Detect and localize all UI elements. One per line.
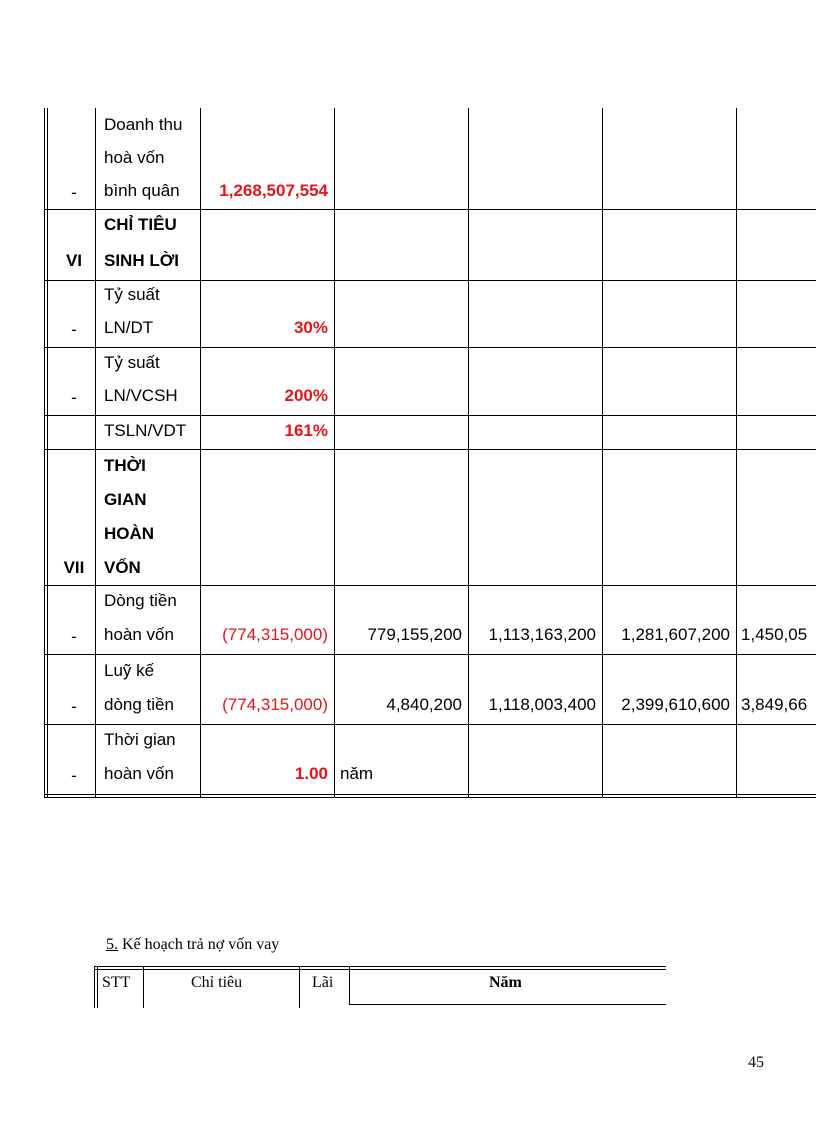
row-marker: - [71,697,77,716]
section-heading: VỐN [104,558,141,577]
year-value: 3,849,66 [741,695,808,714]
year-value: 1,113,163,200 [488,625,596,644]
section-number: VII [63,558,85,577]
unit-label: năm [340,764,374,783]
row-marker: - [71,766,77,785]
row-value: (774,315,000) [222,625,328,644]
section-heading: HOÀN [104,524,155,543]
row-label: Tỷ suất [104,353,160,372]
year-value: 1,450,05 [741,625,808,644]
year-value: 1,118,003,400 [488,695,596,714]
row-label: hoàn vốn [104,764,174,783]
year-value: 4,840,200 [386,695,462,714]
row-value: 30% [293,318,328,337]
row-label: LN/VCSH [104,386,178,405]
col-divider [94,966,95,1008]
table-left-border [44,108,48,798]
col-divider [468,108,469,798]
header-chi-tieu: Chỉ tiêu [191,974,243,991]
section-heading: SINH LỜI [104,251,179,270]
debt-repayment-table [94,966,666,1008]
row-label: Thời gian [104,730,176,749]
row-label: dòng tiền [104,695,174,714]
page-number: 45 [748,1054,764,1071]
year-value: 779,155,200 [367,625,462,644]
header-nam: Năm [489,974,522,991]
section-heading: GIAN [104,490,147,509]
row-marker: - [71,320,77,339]
row-label: Tỷ suất [104,285,160,304]
table-bottom-border [44,794,816,798]
section-heading: CHỈ TIÊU [104,215,177,234]
row-label: TSLN/VDT [104,421,187,440]
row-label: hoà vốn [104,148,165,167]
col-divider [334,108,335,798]
section-number: 5. [106,936,118,953]
row-marker: - [71,183,77,202]
year-value: 2,399,610,600 [621,695,730,714]
row-marker: - [71,627,77,646]
table-header-divider [349,1004,666,1005]
header-lai: Lãi [312,974,334,991]
row-label: Luỹ kế [104,661,155,680]
section-number: VI [65,251,83,270]
row-label: hoàn vốn [104,625,174,644]
col-divider [97,966,98,1008]
row-value: 200% [284,386,328,405]
row-label: LN/DT [104,318,154,337]
row-label: bình quân [104,181,180,200]
row-value: (774,315,000) [222,695,328,714]
row-value: 161% [284,421,328,440]
section-heading: THỜI [104,456,146,475]
col-divider [602,108,603,798]
row-label: Dòng tiền [104,591,177,610]
row-value: 1,268,507,554 [219,181,328,200]
financial-table [44,108,816,798]
table-top-border [94,966,666,970]
row-marker: - [71,388,77,407]
section-title-text: Kế hoạch trả nợ vốn vay [122,936,280,953]
col-divider [299,966,300,1008]
row-value: 1.00 [294,764,328,783]
row-label: Doanh thu [104,115,183,134]
year-value: 1,281,607,200 [621,625,730,644]
col-divider [736,108,737,798]
header-stt: STT [102,974,131,991]
col-divider [143,966,144,1008]
section-title [106,936,279,954]
col-divider [349,966,350,1005]
